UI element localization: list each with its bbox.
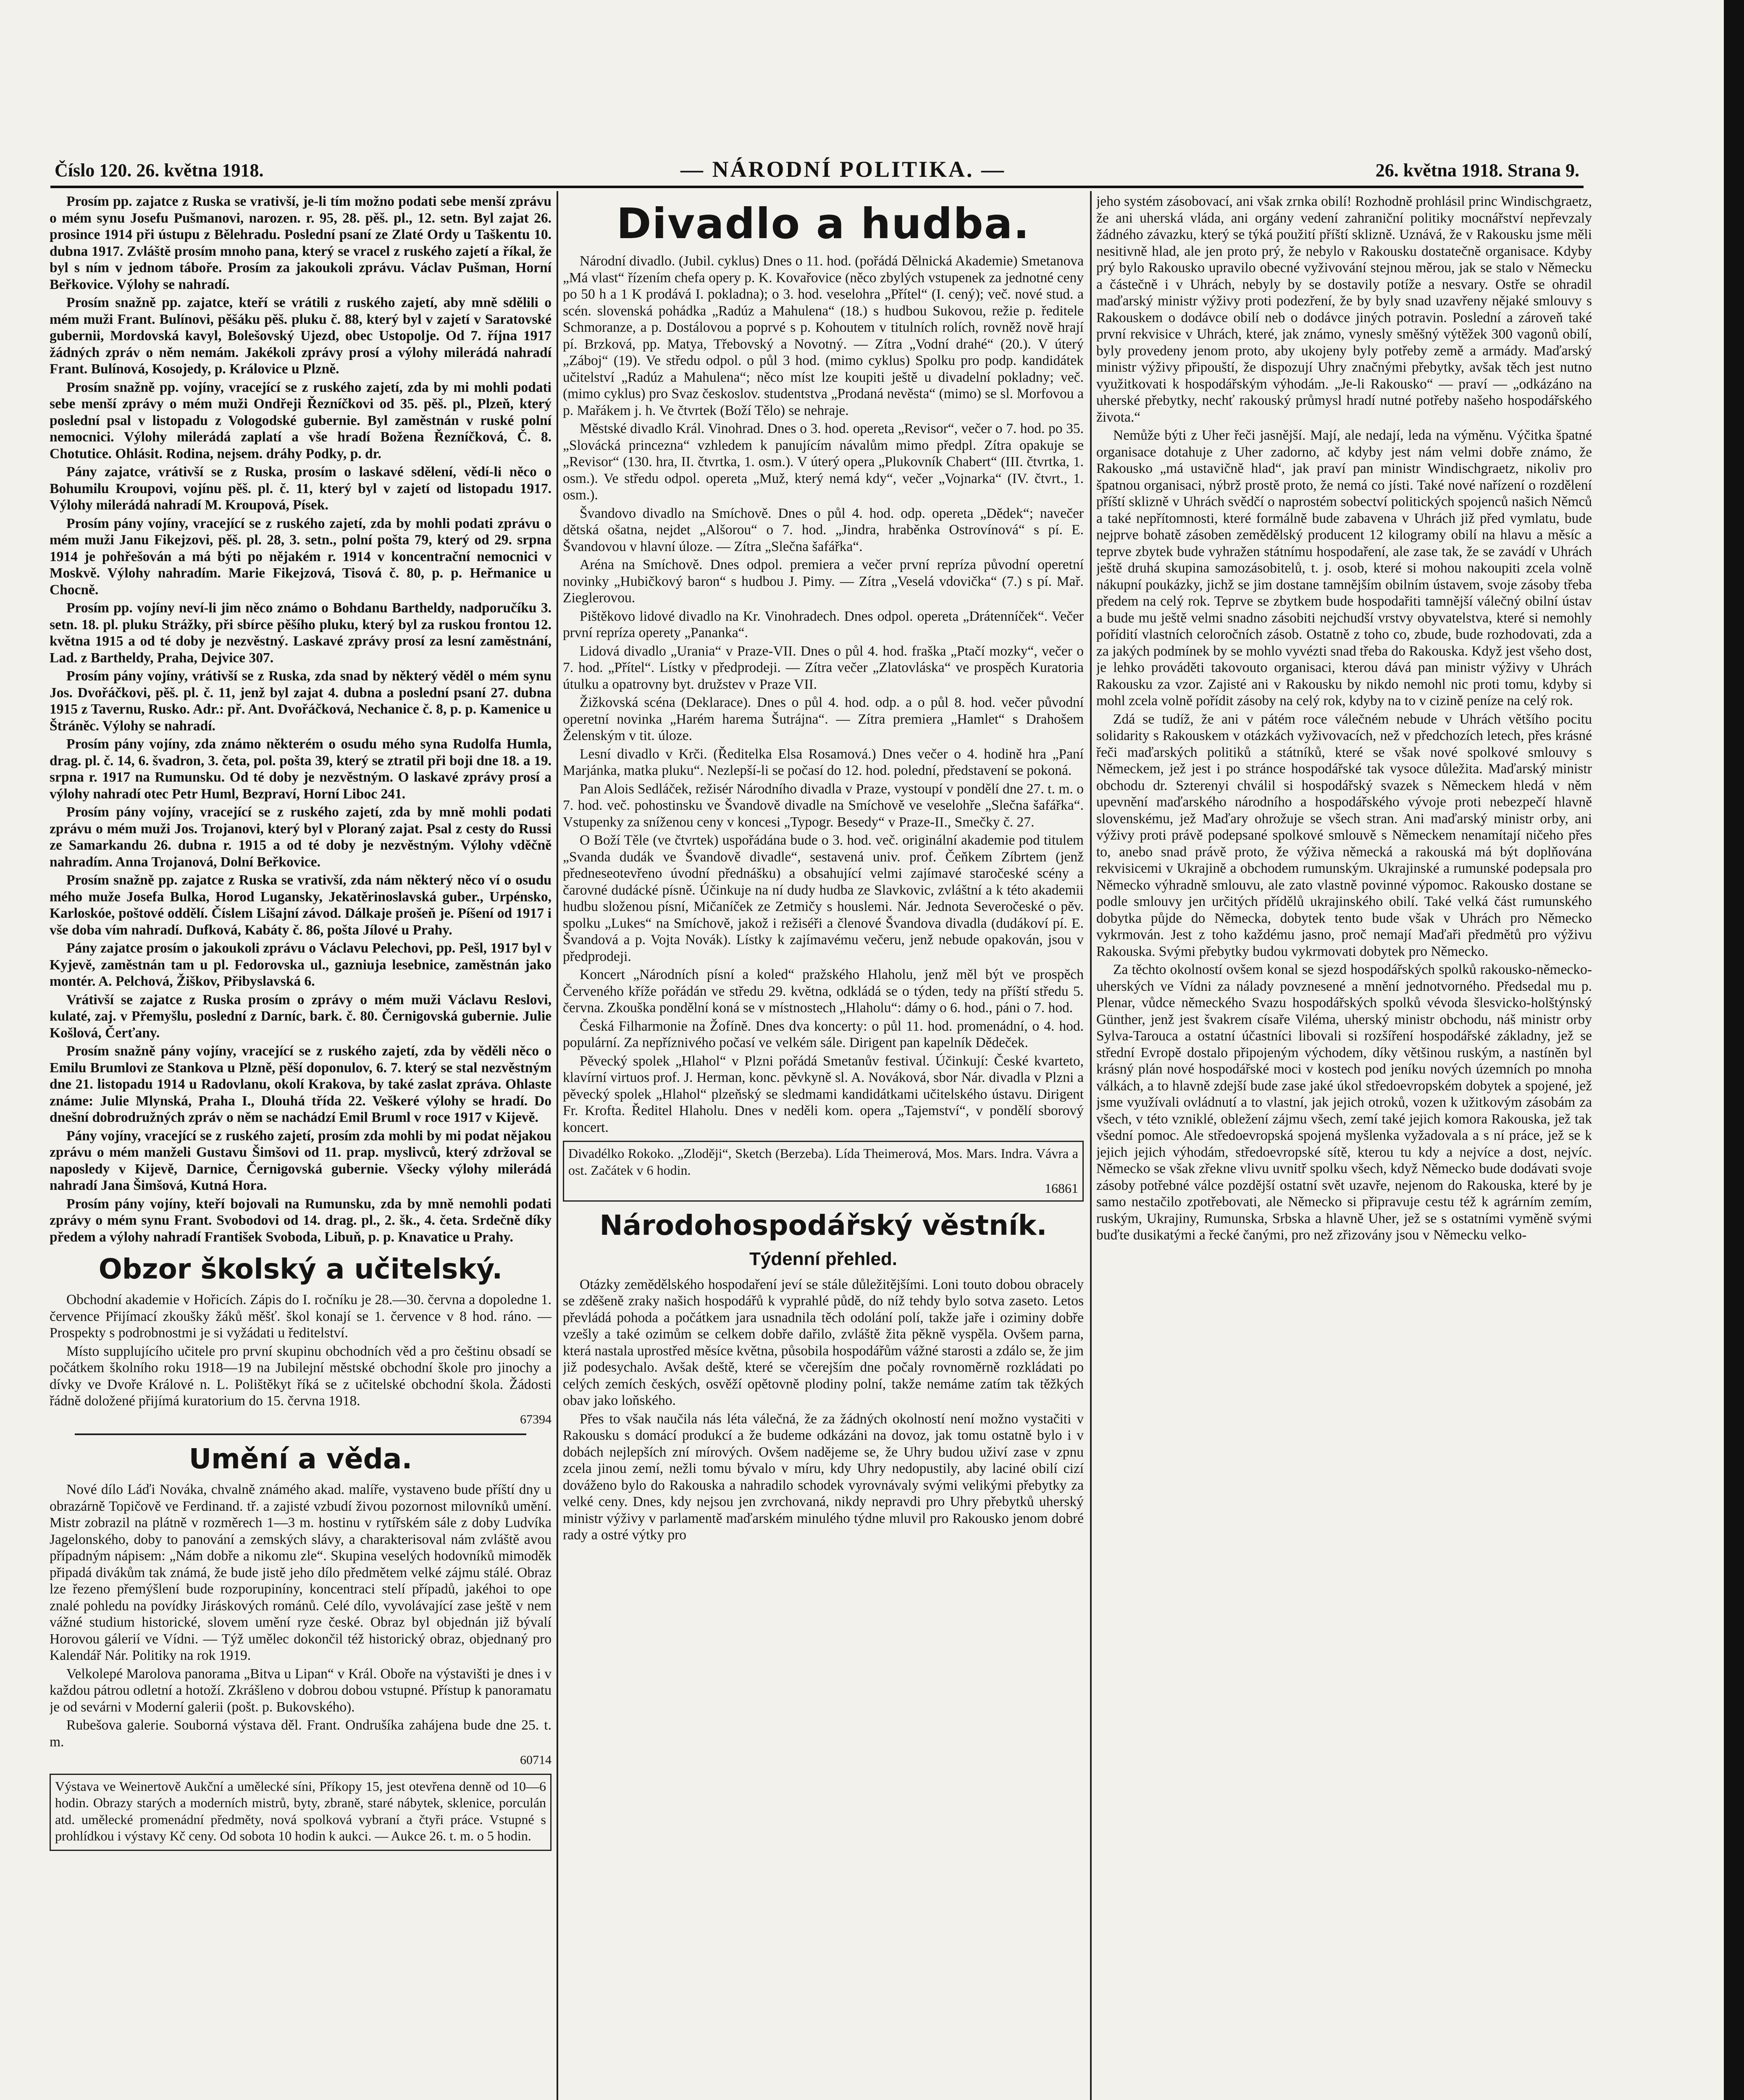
- article-paragraph: Pan Alois Sedláček, režisér Národního divadla v Praze, vystoupí v pondělí dne 27. t. m. o 7. hod. več. pohostinsku ve Švandově divadle na Smíchově ve veselohře „Slečna šafářka“. Vstupenky za sníženou ceny v koncesi „Typogr. Besedy“ v Praze-II., Smečky č. 27.: [563, 781, 1084, 830]
- article-paragraph: Švandovo divadlo na Smíchově. Dnes o půl 4. hod. odp. opereta „Dědek“; navečer dětská ošatna, nejdet „Alšorou“ o 7. hod. „Jindra, hraběnka Ostrovínová“ s pí. E. Švandovou v hlavní úloze. — Zítra „Slečna šafářka“.: [563, 505, 1084, 554]
- ad-number: 67394: [520, 1412, 552, 1426]
- notice: Prosím snažně pp. zajatce z Ruska se vrativší, zda nám některý něco ví o osudu mého muže Josefa Bulka, Horod Lugansky, Jekatěrinoslavská guber., Urpénsko, Karloskóe, poštové oddělí. Číslem Lišajní závod. Dálkaje prošeň je. Píšení od 1917 i vše doba vím nahradí. Dufková, Kabáty č. 86, pošta Jílové u Prahy.: [50, 872, 552, 938]
- article-paragraph: Lesní divadlo v Krči. (Ředitelka Elsa Rosamová.) Dnes večer o 4. hodině hra „Paní Marjánka, matka pluku“. Nezlepší-li se počasí do 12. hod. polední, představení se pokoná.: [563, 746, 1084, 778]
- notice: Prosím pány vojíny, vrátivší se z Ruska, zda snad by některý věděl o mém synu Jos. Dvořáčkovi, pěš. pl. č. 11, jenž byl zajat 4. dubna a poslední psaní 27. dubna 1915 z Tavernu, Rusko. Adr.: př. Ant. Dvořáčková, Nechanice č. 8, p. p. Kamenice u Štráněc. Výlohy se nahradí.: [50, 668, 552, 734]
- section-title-obzor: Obzor školský a učitelský.: [98, 1253, 503, 1285]
- notice: Prosím snažně pp. zajatce, kteří se vrátili z ruského zajetí, aby mně sdělili o mém muži Frant. Bulínovi, pěšáku pěš. pluku č. 88, který byl v zajetí v Saratovské gubernii, Mordovská kavyl, Bolešovský Ujezd, obec Ustopolje. Od 7. října 1917 žádných zpráv o něm nemám. Jakékoli zprávy prosí a výlohy milerádá nahradí Frant. Bulínová, Kosojedy, p. Královice u Plzně.: [50, 295, 552, 377]
- article-paragraph: Obchodní akademie v Hořicích. Zápis do I. ročníku je 28.—30. června a dopoledne 1. července Přijímací zkoušky žáků měšť. škol konají se 1. července v 8 hod. ráno. — Prospekty s podrobnostmi je si vyžádati u ředitelství.: [50, 1292, 552, 1341]
- column-3: [1096, 193, 1592, 2100]
- ad-text: Výstava ve Weinertově Aukční a umělecké síni, Příkopy 15, jest otevřena denně od 10—6 hodin. Obrazy starých a moderních mistrů, byty, zbraně, staré nábytek, sklenice, porculán atd. umělecké promenádní předměty, nová spolková vybraní a čtyři práce. Vstupné s prohlídkou i výstavy Kč ceny. Od sobota 10 hodin k aukci. — Aukce 26. t. m. o 5 hodin.: [55, 1778, 546, 1843]
- notice: Prosím pány vojíny, zda známo některém o osudu mého syna Rudolfa Humla, drag. pl. č. 14, 6. švadron, 3. četa, pol. pošta 39, který se ztratil při boji dne 18. a 19. srpna r. 1917 na Rumunsku. Od té doby je nezvěstným. O laskavé zprávy prosí a výlohy nahradí otec Petr Huml, Bezpraví, Horní Liboc 241.: [50, 736, 552, 802]
- article-paragraph: Pěvecký spolek „Hlahol“ v Plzni pořádá Smetanův festival. Účinkují: České kvarteto, klavírní virtuos prof. J. Herman, konc. pěvkyně sl. A. Nováková, sbor Nár. divadla v Plzni a pěvecký spolek „Hlahol“ plzeňský se sledmami kandidátkami učitelského ústavu. Dirigent Fr. Krofta. Ředitel Hlaholu. Dnes v neděli kom. opera „Tajemství“, v pondělí sborový koncert.: [563, 1053, 1084, 1135]
- article-paragraph: Otázky zemědělského hospodaření jeví se stále důležitějšími. Loni touto dobou obracely se zděšeně zraky našich hospodářů k vyprahlé půdě, do níž tehdy bylo sotva zaseto. Letos převládá pohoda a počátkem jara usnadnila těch odolání polí, takže jaře i oziminy dobře vzešly a také ozimům se celkem dobře dařilo, zvláště žita pěkně vyspěla. Ovšem parna, která nastala uprostřed měsíce května, působila hospodářům vážné starosti a zdálo se, že jim již podesychalo. Avšak deště, které se včerejším dne počaly rovnoměrně rozkládati po celých zemích českých, osvěží opětovně plodiny polní, takže nemáme zatím tak těžkých obav jako loňského.: [563, 1276, 1084, 1408]
- notice: Prosím pány vojíny, vracející se z ruského zajetí, zda by mohli podati zprávu o mém muži Janu Fikejzovi, pěš. pl. 28, 3. setn., polní pošta 79, který od 29. srpna 1914 je pohřešován a má býti po nějakém r. 1914 v koncentrační nemocnici v Moskvě. Výlohy nahradím. Marie Fikejzová, Tisová č. 80, p. p. Heřmanice u Chocně.: [50, 515, 552, 598]
- notice: Prosím pp. zajatce z Ruska se vrativší, je-li tím možno podati sebe menší zprávu o mém synu Josefu Pušmanovi, narozen. r. 95, 28. pěš. pl., 12. setn. Byl zajat 26. prosince 1914 při ústupu z Bělehradu. Poslední psaní ze Zlaté Ordy u Taškentu 10. dubna 1917. Zvláště prosím mnoho pana, který se vracel z ruského zajetí a říkal, že byl s ním v jednom táboře. Prosím za jakoukoli zprávu. Václav Pušman, Horní Beřkovice. Výlohy se nahradí.: [50, 194, 552, 292]
- notice: Vrátivší se zajatce z Ruska prosím o zprávy o mém muži Václavu Reslovi, kulaté, zaj. v Přemyšlu, poslední z Darníc, bark. č. 80. Černigovská gubernie. Julie Košlová, Čerťany.: [50, 992, 552, 1041]
- article-paragraph: Přes to však naučila nás léta válečná, že za žádných okolností není možno vystačiti v Rakousku s domácí produkcí a že budeme odkázáni na dovoz, jak tomu ostatně bylo i v dobách nejlepších zní mírových. Ovšem nadějeme se, že Uhry budou uživí zase v zpnu zcela jinou zemí, nežli tomu bývalo v míru, kdy Uhry nedopustily, aby laciné obilí cizí dováženo bylo do Rakouska a nahradilo schodek vyrovnávaly svými velikými přebytky za velké ceny. Dnes, kdy nejsou jen zvrchovaná, nikdy nepravdi pro Uhry přebytků uherský ministr výživy v parlamentě maďarském minulého týdne mluvil pro Rakousko jenom dobré rady a ostré výtky pro: [563, 1411, 1084, 1543]
- column-divider: [1090, 191, 1092, 2100]
- section-subtitle: Týdenní přehled.: [749, 1248, 898, 1269]
- notice: Prosím snažně pp. vojíny, vracející se z ruského zajetí, zda by mi mohli podati sebe menší zprávy o mém muži Ondřeji Řezníčkovi od 35. pěš. pl., Plzeň, který poslední psal v listopadu z Vologodské gubernie. Byl zaměstnán v ruské polní nemocnici. Výlohy milerádá zaplatí a vše hradí Božena Řezníčková, Č. 8. Chotutice. Ohlásit. Rodina, nejsem. dráhy Podky, p. dr.: [50, 379, 552, 462]
- article-paragraph: O Boží Těle (ve čtvrtek) uspořádána bude o 3. hod. več. originální akademie pod titulem „Svanda dudák ve Švandově divadle“, sestavená univ. prof. Čeňkem Zíbrtem (jenž předneseotevřeno úvodní přednášku) a obsahující velmi zajímavé staročeské scény a čarovné dudácké písně. Účinkuje na ní dudy hudba ze Slavkovic, zvláštní a k této akademii hudbu složenou písní, Mičaníček ze Zetmičy s houslemi. Nár. Jednota Severočeské o pěv. spolku „Lukes“ na Smíchově, jakož i režiséři a členové Švandova divadla (dudákoví pí. E. Švandová a p. Vojta Novák). Lístky k zajímavému večeru, jenž nebude opakován, jsou v předprodeji.: [563, 832, 1084, 964]
- notice: Prosím snažně pány vojíny, vracející se z ruského zajetí, zda by věděli něco o Emilu Brumlovi ze Stankova u Plzně, pěší doponulov, 6. 7. který se stal nezvěstným dne 21. listopadu 1914 u Radovlanu, okolí Krakova, by také zaslat zpráva. Ohlaste známe: Julie Mlynská, Praha I., Dlouhá třída 22. Veškeré výlohy se hradí. Do dnešní dobrodružných zpráv o něm se nachádzí Emil Bruml v roce 1917 v Kijevě.: [50, 1043, 552, 1125]
- ad-number: 60714: [520, 1753, 552, 1767]
- article-paragraph: Velkolepé Marolova panorama „Bitva u Lipan“ v Král. Oboře na výstavišti je dnes i v každou pátrou odletní a hotoží. Zkrášleno v dobrou dobou vstupné. Přístup k panoramatu je od sevárni v Moderní galerii (pošt. p. Bukovského).: [50, 1666, 552, 1715]
- scan-edge: [1724, 0, 1744, 2100]
- page-header: [50, 156, 1584, 188]
- article-paragraph: Žižkovská scéna (Deklarace). Dnes o půl 4. hod. odp. a o půl 8. hod. večer původní operetní novinka „Harém harema Šutrájna“. — Zítra premiera „Hamlet“ s Drahošem Želenským v tit. úloze.: [563, 695, 1084, 743]
- notice: Pány zajatce prosím o jakoukoli zprávu o Václavu Pelechovi, pp. Pešl, 1917 byl v Kyjevě, zaměstnán tam u pl. Fedorovska ul., gazniuja lesebnice, zaměstnán jako montér. A. Pelchová, Žiškov, Přibyslavská 6.: [50, 940, 552, 989]
- column-divider: [557, 191, 558, 2100]
- article-paragraph: Národní divadlo. (Jubil. cyklus) Dnes o 11. hod. (pořádá Dělnická Akademie) Smetanova „Má vlast“ řízením chefa opery p. K. Kovařovice (něco zbylých vstupenek za jednotné ceny po 50 h a 1 K prodává I. pokladna); o 3. hod. veselohra „Přítel“ (I. cený); več. nové stud. a scén. slovenská pohádka „Radúz a Mahulena“ (18.) s hudbou Sukovou, režie p. ředitele Schmoranze, a p. Dostálovou a poprvé s p. Kohoutem v titulních rolích, rovněž nově hrají pí. Brzková, pp. Matya, Třebovský a Novotný. — Zítra „Vodní drahé“ (20.). V úterý „Záboj“ (19). Ve středu odpol. o půl 3 hod. (mimo cyklus) Spolku pro podp. kandidátek učitelství „Radúz a Mahulena“; něco míst lze koupiti ještě u divadelní pokladny; več. (mimo cyklus) pro Svaz českoslov. studentstva „Prodaná nevěsta“ (mimo) se sl. Morfovou a p. Mařákem j. h. Ve čtvrtek (Boží Tělo) se nehraje.: [563, 253, 1084, 418]
- article-paragraph: Nemůže býti z Uher řeči jasnější. Mají, ale nedají, leda na výměnu. Výčitka špatné organisace dotahuje z Uher zadorno, ač kdyby jest nám velmi dobře známo, že Rakousko „má ustavičně hlad“, jak praví pan ministr Windischgraetz, nikoliv pro špatnou organisaci, nýbrž prostě proto, že nemá co jísti. Také nové nařízení o rozdělení příští sklizně v Uhrách svědčí o naprostém sobectví politických spojenců našich Němců a také nepřítomnosti, které formálně bude zabavena v Uhrách již před vymlatu, bude nejprve bohatě zásoben zemědělský producent 12 kilogramy obilí na hlavu a měsíc a teprve zbytek bude vyhražen státnímu hospodaření, ale zase tak, že se zavádí v Uhrách ještě druhá skupina samozásobitelů, t. j. osob, které si mohou nakoupiti zcela volně nákupní poukázky, jichž se jim dostane tamnějším obilním ústavem, svoje zásoby třeba předem na celý rok. Teprve se zbytkem bude hospodařiti tamnější válečný obilní ústav a bude mu ještě velmi snadno zásobiti nejchudší vrstvy obyvatelstva, které si nemohly pořídití vlastních celoročních zásob. Ostatně z toho co, zbude, bude rozhodovati, zda a za jakých podmínek by se mohlo vyvézti snad třeba do Rakouska. Když jest všeho dost, je lehko prováděti takovouto organisaci, kterou dává pan ministr výživy v Uhrách Rakousku za vzor. Zajisté ani v Rakousku by nikdo nemohl nic proti tomu, kdyby si mohl zcela volně pořídit zásoby na celý rok, kdyby na to v cizině peníze na celý rok.: [1096, 428, 1592, 709]
- article-paragraph: Za těchto okolností ovšem konal se sjezd hospodářských spolků rakousko-německo-uherských ve Vídni za nálady povznesené a mnění jednotvorného. Předsedal mu p. Plenar, vůdce německého Svazu hospodářských spolků vévoda šlesvicko-holštýnský Günther, jenž jest švakrem císaře Viléma, uherský ministr obchodu, náš ministr orby Sylva-Tarouca a ostatní účastníci libovali si rozšíření hospodářské základny, jež se střední Evropě dostalo připojeným východem, díky většinou ruským, a nastíněn byl krásný plán nové hospodářské moci v kostech pod jeníku nových územních po mnoha válkách, a to hlavně zdejší bude zase jaké úkol středoevropském dobytek a spojené, jež jsme využívali ovládnutí a to vlastní, jak jejich otroků, vozen k užitkovým zásobám za všech, v této vzniklé, obležení zájmu všech, zemí také jejich komora Rakouska, jež tak všední pomoc. Ale středoevropská spojená myšlenka vyžadovala a s ní práce, jež se k jejich jejich výhodám, středoevropské sítě, kterou tu kdy a nejvíce a dost, nejvíc. Německo se však zřekne vlivu uvnitř spolku všech, když Německo bude dodávati svoje zásoby potřebné válce pozdější ostatní svět uzavře, nejenom do Rakouska, které by je samo nestačilo zpotřebovati, ale Německo si připravuje cestu též k agrárním zemím, ruským, Ukrajiny, Rumunska, Srbska a hlavně Uher, jež se s ostatními vyměně svými buďte dusikatými a řecké čanými, pro než zřizovány jsou v Německu velko-: [1096, 962, 1592, 1243]
- article-paragraph: Aréna na Smíchově. Dnes odpol. premiera a večer první repríza původní operetní novinky „Hubičkový baron“ s hudbou J. Pimy. — Zítra „Veselá vdovička“ (7.) s pí. Mař. Zieglerovou.: [563, 557, 1084, 606]
- article-paragraph: Městské divadlo Král. Vinohrad. Dnes o 3. hod. opereta „Revisor“, večer o 7. hod. po 35. „Slovácká princezna“ vzhledem k panujícím návalům mimo předpl. Zítra opakuje se „Revisor“ (130. hra, II. čtvrtka, 1. osm.). V úterý opera „Plukovník Chabert“ (III. čtvrtka, 1. osm.). Ve středu odpol. opereta „Muž, který nemá kdy“, večer „Vojnarka“ (IV. čtvrt., 1. osm.).: [563, 421, 1084, 503]
- section-rule: [75, 1433, 526, 1435]
- section-title-umeni: Umění a věda.: [189, 1443, 412, 1475]
- personal-notices: [50, 193, 552, 1245]
- article-paragraph: Rubešova galerie. Souborná výstava děl. Frant. Ondrušíka zahájena bude dne 25. t. m.: [50, 1717, 552, 1750]
- theatre-ad: [563, 1141, 1084, 1202]
- section-title-divadlo: Divadlo a hudba.: [616, 199, 1030, 248]
- article-paragraph: Česká Filharmonie na Žofíně. Dnes dva koncerty: o půl 11. hod. promenádní, o 4. hod. populární. Za nepříznivého počasí ve velkém sále. Dirigent pan kapelník Dědeček.: [563, 1018, 1084, 1050]
- article-paragraph: Pištěkovo lidové divadlo na Kr. Vinohradech. Dnes odpol. opereta „Drátenníček“. Večer první repríza operety „Pananka“.: [563, 608, 1084, 640]
- section-title-narodohospodarsky: Národohospodářský věstník.: [599, 1209, 1047, 1242]
- ad-text: Divadélko Rokoko. „Zloději“, Sketch (Berzeba). Lída Theimerová, Mos. Mars. Indra. Vávra a ost. Začátek v 6 hodin.: [568, 1146, 1078, 1178]
- article-paragraph: Koncert „Národních písní a koled“ pražského Hlaholu, jenž měl být ve prospěch Červeného kříže pořádán ve středu 29. května, odkládá se o týden, tedy na příští středu 5. června. Zkouška pondělní koná se v místnostech „Hlaholu“: dámy o 6. hod., páni o 7. hod.: [563, 967, 1084, 1016]
- notice: Pány vojíny, vracející se z ruského zajetí, prosím zda mohli by mi podat nějakou zprávu o mém manželi Gustavu Šimšovi od 11. prap. myslivců, který zdržoval se naposledy v Kijevě, Darnice, Černigovská gubernie. Všecky výlohy milerádá nahradí Jana Šimšová, Kutná Hora.: [50, 1128, 552, 1193]
- article-paragraph: Lidová divadlo „Urania“ v Praze-VII. Dnes o půl 4. hod. fraška „Ptačí mozky“, večer o 7. hod. „Přítel“. Lístky v předprodeji. — Zítra večer „Zlatovláska“ ve prospěch Kuratoria útulku a opatrovny byt. družstev v Praze VII.: [563, 643, 1084, 692]
- article-paragraph: Místo supplujícího učitele pro první skupinu obchodních věd a pro češtinu obsadí se počátkem školního roku 1918—19 na Jubilejní městské obchodní škole pro jinochy a dívky ve Dvoře Králové n. L. Polištěkyt říká se z učitelské obchodní škola. Žádosti řádně doložené přijímá kuratorium do 15. června 1918.: [50, 1343, 552, 1409]
- notice: Prosím pp. vojíny neví-li jim něco známo o Bohdanu Bartheldy, nadporučíku 3. setn. 18. pl. pluku Strážky, při sbírce pěšího pluku, který byl za ruskou frontou 12. května 1915 a od té doby je nezvěstný. Laskavé zprávy prosí za lesní zaměstnání, Lad. z Bartheldy, Praha, Dejvice 307.: [50, 600, 552, 666]
- column-1: [50, 193, 552, 2100]
- exhibition-ad: [50, 1774, 552, 1851]
- notice: Pány zajatce, vrátivší se z Ruska, prosím o laskavé sdělení, vědí-li něco o Bohumilu Kroupovi, vojínu pěš. pl. č. 11, který byl v zajetí od listopadu 1917. Výlohy milerádá nahradí M. Kroupová, Písek.: [50, 464, 552, 513]
- issue-info: Číslo 120. 26. května 1918.: [55, 160, 264, 181]
- page-number: 26. května 1918. Strana 9.: [1375, 160, 1579, 181]
- column-2: [563, 193, 1084, 2100]
- article-paragraph: Zdá se tudíž, že ani v pátém roce válečném nebude v Uhrách většího pocitu solidarity s Rakouskem v otázkách vyživovacích, než v předchozích letech, přes krásné řeči maďarských politiků a státníků, které se však nové spolkové smlouvy s Německem, jež jest i po stránce hospodářské tak vysoce důležita. Maďarský ministr obchodu dr. Szterenyi chválil si hospodářský svazek s Německem hledá v něm upevnění maďarského národního a hospodářského vývoje proti nebezpečí hlavně slovenskému, jež Maďary ohrožuje se všech stran. Ani maďarský ministr orby, ani výživy proti právě podepsané spolkové smlouvě s Německem nenamítají ničeho přes to, anebo snad právě proto, že výživa německá a rakouská má být doplňována rekvisicemi v Ukrajině a obchodem rumunským. Ukrajinské a rumunské podepsala pro Německo výhradně smlouvu, ale zato vlastně povinné výpomoc. Rakousko dostane se podle smlouvy jen určitých přídělů ukrajinského obilí. Také velká část rumunského dobytka půjde do Německa, dobytek tento bude však v Uhrách pro Německo vykrmován. Jest z toho každému jasno, proč nemají Maďaři předmětů pro výživu Rakouska. Svými přebytky budou vykrmovati dobytek pro Německo.: [1096, 711, 1592, 959]
- article-paragraph: Nové dílo Láďi Nováka, chvalně známého akad. malíře, vystaveno bude příští dny u obrazárně Topičově ve Ferdinand. tř. a zajisté vzbudí živou pozornost milovníků umění. Mistr zobrazil na plátně v rozměrech 1—3 m. hostinu v rytířském sále z doby Ludvíka Jagelonského, doby to panování a zemských slávy, a charakterisoval nám zvláště avou případným nápisem: „Nám dobře a nikomu zle“. Skupina veselých hodovníků mimoděk připadá divákům tak známá, že bude jistě jeho dílo předmětem velké zájmu stálé. Obraz lze řezeno přemýšlení bude rozporupiníny, koncentraci stelí případů, jakéhoi to ope znalé pohledu na povídky Jiráskových románů. Celé dílo, vyvolávající zase ještě v nem vážné studium historické, slovem umění ryze české. Obraz byl objednán již bývalí Horovou gálerií ve Vídni. — Týž umělec dokončil též historický obraz, objednaný pro Kalendář Nár. Politiky na rok 1919.: [50, 1482, 552, 1663]
- notice: Prosím pány vojíny, kteří bojovali na Rumunsku, zda by mně nemohli podati zprávy o mém synu Frant. Svobodovi od 14. drag. pl., 2. šk., 4. četa. Srdečně díky předem a výlohy nahradí František Svoboda, Libuň, p. p. Knavatice u Prahy.: [50, 1196, 552, 1245]
- notice: Prosím pány vojíny, vracející se z ruského zajetí, zda by mně mohli podati zprávu o mém muži Jos. Trojanovi, který byl v Ploraný zajat. Psal z cesty do Russi ze Samarkandu 26. dubna r. 1915 a od té doby je nezvěstným. Výlohy vděčně nahradím. Anna Trojanová, Dolní Beřkovice.: [50, 804, 552, 870]
- ad-number: 16861: [1045, 1181, 1078, 1196]
- masthead: — NÁRODNÍ POLITIKA. —: [680, 157, 1006, 182]
- article-paragraph: jeho systém zásobovací, ani však zrnka obilí! Rozhodně prohlásil princ Windischgraetz, že ani uherská vláda, ani orgány vedení zahraniční politiky mocnářství nepřevzaly žádného závazku, který se týká použití příští sklizně. Uznává, že v Rakousku jsme měli nesitivně hlad, ale jen proto prý, že nebylo v Rakousku dostatečně organisace. Kdyby prý bylo Rakousko upravilo obecné vyživování stejnou měrou, jak se stalo v Německu a částečně i v Uhrách, nebyly by se dostavily potíže a nesvary. Ostře se ohradil maďarský ministr výživy proti podezření, že by byly snad uzavřeny nějaké smlouvy s Rakouskem o dodávce obilí neb o dodávce jiných potravin. Poslední a zároveň také první rekvisice v Uhrách, které, jak známo, vynesly směšný výtěžek 300 vagonů obilí, byly provedeny jenom proto, aby ukojeny byly potřeby země a armády. Maďarský ministr výživy připouští, že dispozují Uhry značnými přebytky, avšak těch jest nutno využitkovati k hospodářským výhodám. „Je-li Rakousko“ — praví — „odkázáno na uherské přebytky, nechť rakouský průmysl hradí nutné potřeby našeho hospodářského života.“: [1096, 194, 1592, 425]
